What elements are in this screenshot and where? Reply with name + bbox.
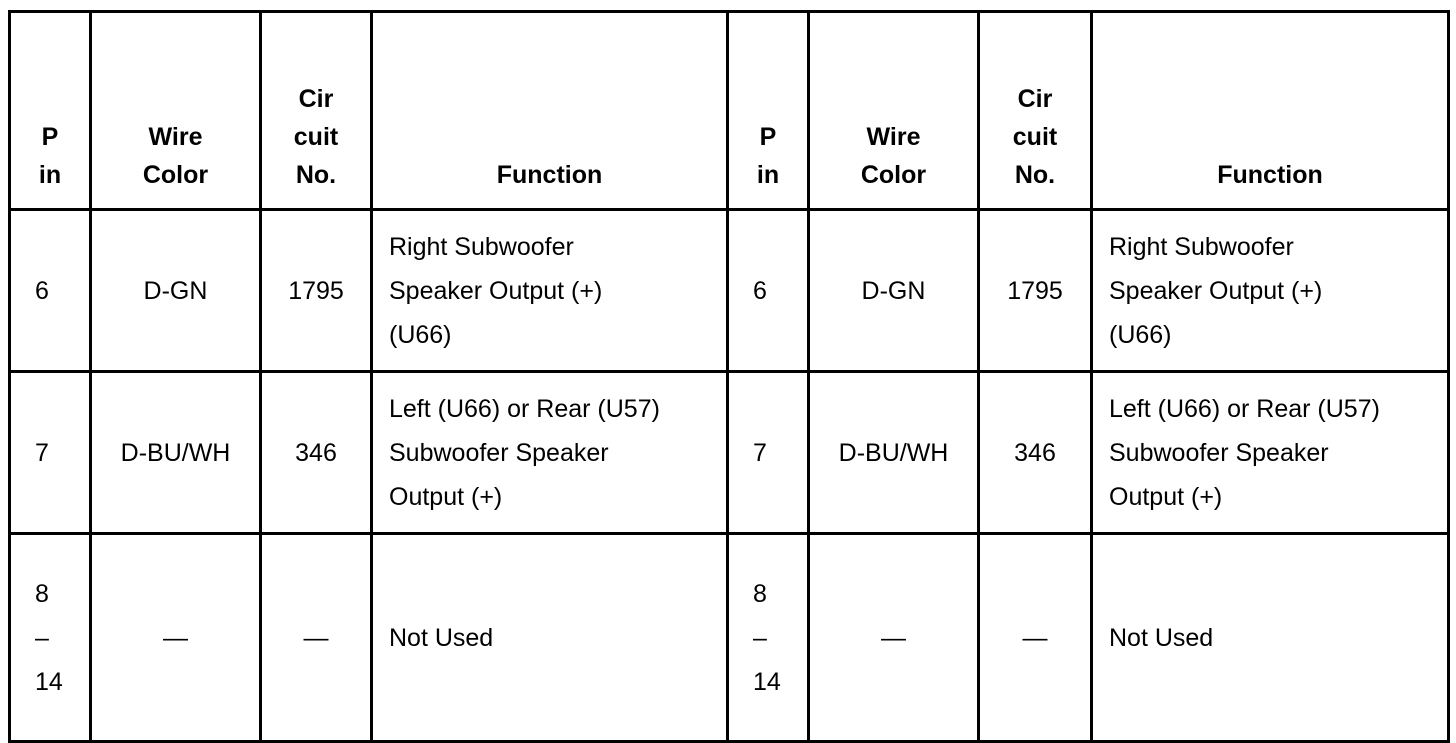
function-cell: Not Used [1092,534,1449,742]
table-row [10,534,1449,742]
function-cell: Not Used [372,534,728,742]
circuit-no-cell: 346 [261,372,372,534]
header-function: Function [372,12,728,210]
header-wire-color: Wire Color [91,12,261,210]
header-circuit-no: Cir cuit No. [979,12,1092,210]
table-row [10,210,1449,372]
pin-cell: 7 [728,372,809,534]
pin-cell: 6 [728,210,809,372]
wire-color-cell: — [809,534,979,742]
header-wire-color: Wire Color [809,12,979,210]
function-cell: Left (U66) or Rear (U57) Subwoofer Speaker Output (+) [1092,372,1449,534]
circuit-no-cell: 346 [979,372,1092,534]
wire-color-cell: D-BU/WH [91,372,261,534]
table-row [10,372,1449,534]
wire-color-cell: D-GN [809,210,979,372]
pin-cell: 8 – 14 [728,534,809,742]
pin-cell: 7 [10,372,91,534]
function-cell: Left (U66) or Rear (U57) Subwoofer Speaker Output (+) [372,372,728,534]
circuit-no-cell: — [979,534,1092,742]
pin-cell: 8 – 14 [10,534,91,742]
header-pin: P in [728,12,809,210]
wire-color-cell: — [91,534,261,742]
header-pin: P in [10,12,91,210]
header-function: Function [1092,12,1449,210]
circuit-no-cell: — [261,534,372,742]
pin-cell: 6 [10,210,91,372]
circuit-no-cell: 1795 [979,210,1092,372]
connector-pinout-table [8,10,1450,743]
wire-color-cell: D-GN [91,210,261,372]
header-row [10,12,1449,210]
function-cell: Right Subwoofer Speaker Output (+) (U66) [372,210,728,372]
circuit-no-cell: 1795 [261,210,372,372]
wire-color-cell: D-BU/WH [809,372,979,534]
function-cell: Right Subwoofer Speaker Output (+) (U66) [1092,210,1449,372]
header-circuit-no: Cir cuit No. [261,12,372,210]
